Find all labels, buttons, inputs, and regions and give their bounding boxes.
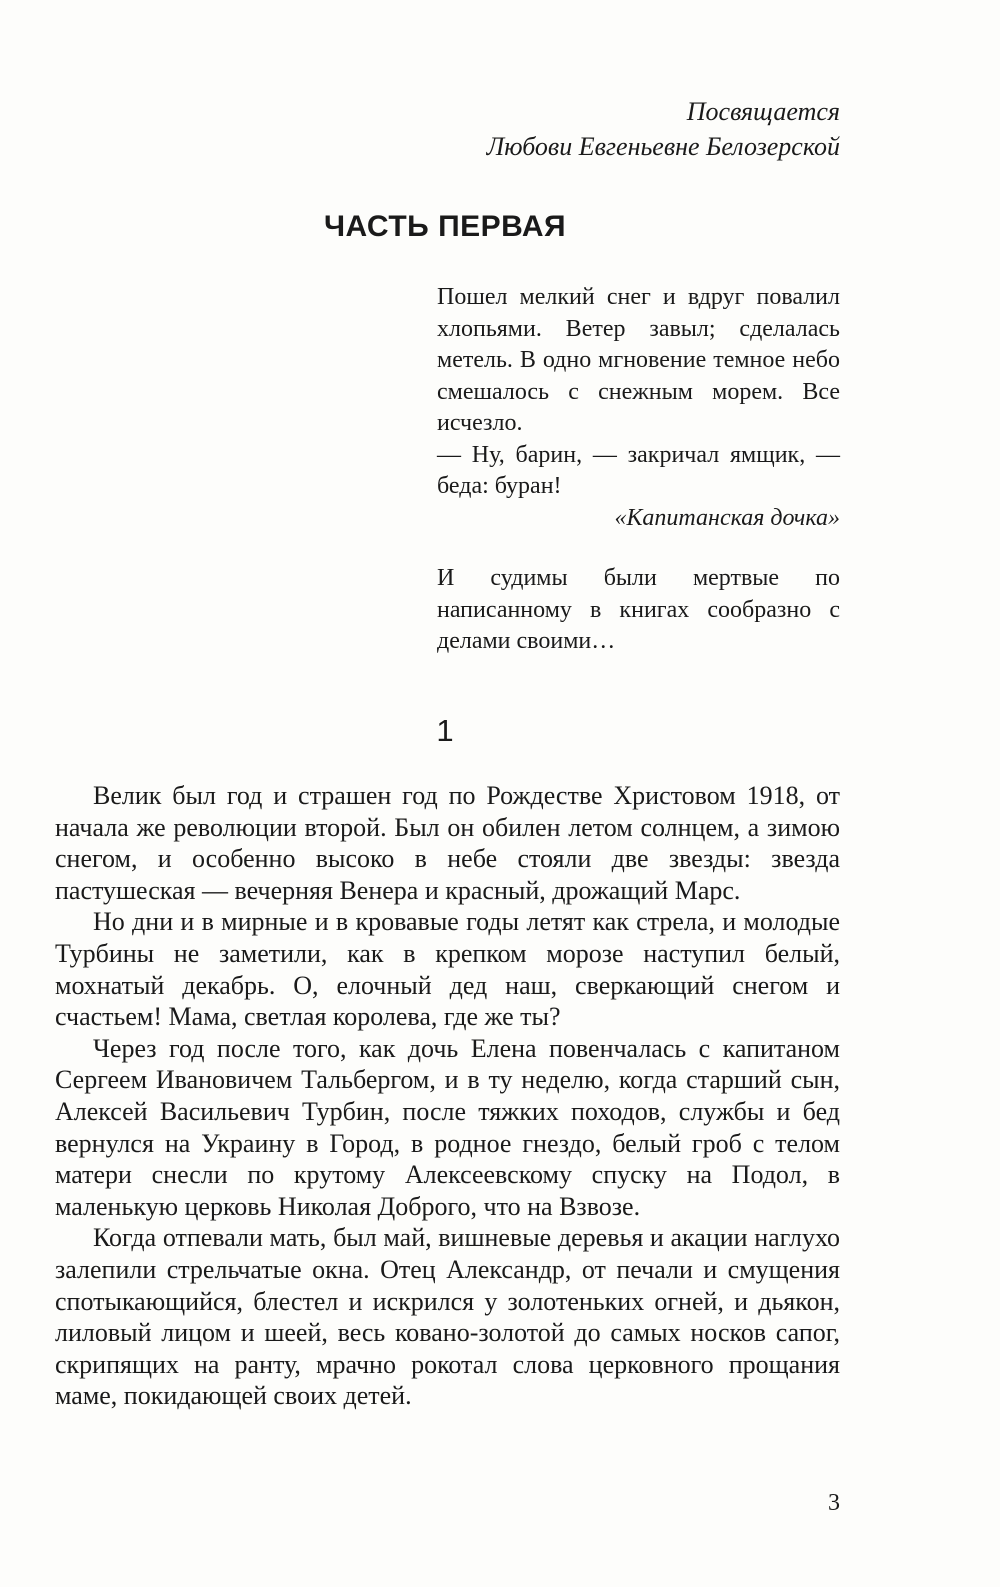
body-paragraph: Велик был год и страшен год по Рождестве Христовом 1918, от начала же революции второй. Был он обилен летом солнцем, а зимою снегом, и особенно высоко в небе стояли две звезды: звезда пастушеская — вечерняя Венера и красный, дрожащий Марс. [55, 781, 840, 905]
dedication-line-1: Посвящается [686, 97, 840, 126]
epigraph-1-paragraph: — Ну, барин, — закричал ямщик, — беда: буран! [437, 441, 840, 499]
epigraph-1-paragraph: Пошел мелкий снег и вдруг повалил хлопьями. Ветер завыл; сделалась метель. В одно мгновение темное небо смешалось с снежным морем. Все исчезло. [437, 284, 840, 436]
chapter-body [55, 780, 840, 1412]
epigraph-1-source: «Капитанская дочка» [614, 504, 840, 531]
epigraph-1 [437, 282, 840, 534]
dedication-line-2: Любови Евгеньевне Белозерской [486, 132, 840, 161]
epigraph-2 [437, 563, 840, 658]
epigraph-2-paragraph: И судимы были мертвые по написанному в книгах сообразно с делами своими… [437, 565, 840, 654]
chapter-number: 1 [436, 713, 454, 748]
body-paragraph: Но дни и в мирные и в кровавые годы летят как стрела, и молодые Турбины не заметили, как в крепком морозе наступил белый, мохнатый декабрь. О, елочный дед наш, сверкающий снегом и счастьем! Мама, светлая королева, где же ты? [55, 907, 840, 1032]
dedication [487, 94, 840, 164]
page-number: 3 [828, 1490, 840, 1516]
part-title: ЧАСТЬ ПЕРВАЯ [323, 210, 567, 243]
body-paragraph: Когда отпевали мать, был май, вишневые деревья и акации наглухо залепили стрельчатые окна. Отец Александр, от печали и смущения спотыкающийся, блестел и искрился у золотеньких огней, и дьякон, лиловый лицом и шеей, весь ковано-золотой до самых носков сапог, скрипящих на ранту, мрачно рокотал слова церковного прощания маме, покидающей своих детей. [55, 1223, 840, 1411]
body-paragraph: Через год после того, как дочь Елена повенчалась с капитаном Сергеем Ивановичем Тальбергом, и в ту неделю, когда старший сын, Алексей Васильевич Турбин, после тяжких походов, службы и бед вернулся на Украину в Город, в родное гнездо, белый гроб с телом матери снесли по крутому Алексеевскому спуску на Подол, в маленькую церковь Николая Доброго, что на Взвозе. [55, 1033, 840, 1221]
